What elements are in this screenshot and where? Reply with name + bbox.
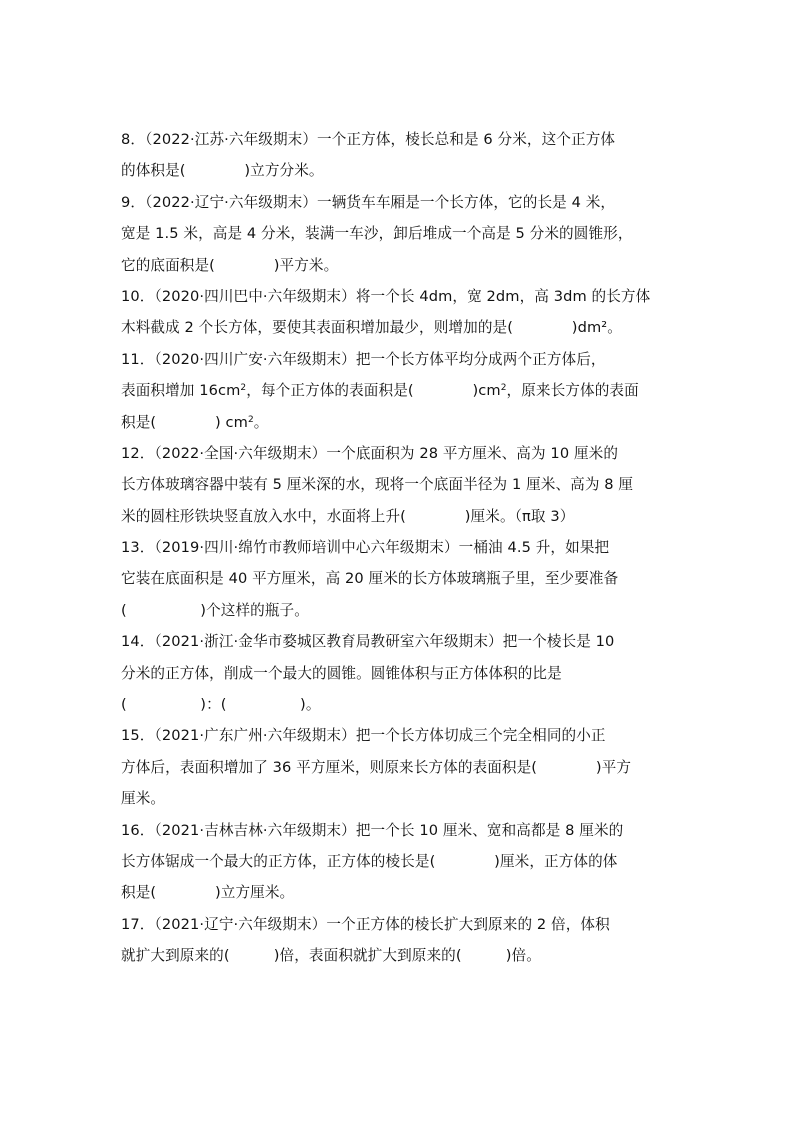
question-17 <box>121 909 677 972</box>
question-text: )厘米。（π取 3） <box>464 507 575 525</box>
question-line <box>121 658 677 689</box>
question-11 <box>121 344 677 438</box>
question-line <box>121 501 677 532</box>
question-line <box>121 155 677 186</box>
question-text: 12．（2022·全国·六年级期末）一个底面积为 28 平方厘米、高为 10 厘米的 <box>121 444 619 462</box>
question-text: )立方分米。 <box>244 162 324 180</box>
question-line <box>121 940 677 971</box>
question-text: 8．（2022·江苏·六年级期末）一个正方体，棱长总和是 6 分米，这个正方体 <box>121 131 616 148</box>
question-line <box>121 250 677 281</box>
question-text: 它的底面积是( <box>121 256 215 274</box>
answer-blank[interactable] <box>513 312 572 343</box>
question-text: )dm²。 <box>571 319 622 337</box>
question-line <box>121 752 677 783</box>
question-line <box>121 438 677 469</box>
question-text: 15．（2021·广东广州·六年级期末）把一个长方体切成三个完全相同的小正 <box>121 727 606 745</box>
question-text: ) cm <box>214 413 248 431</box>
question-text: 17．（2021·辽宁·六年级期末）一个正方体的棱长扩大到原来的 2 倍，体积 <box>121 915 610 933</box>
question-line <box>121 846 677 877</box>
question-line <box>121 595 677 626</box>
question-line <box>121 124 677 155</box>
question-text: 14．（2021·浙江·金华市婺城区教育局教研室六年级期末）把一个棱长是 10 <box>121 633 615 651</box>
question-line <box>121 532 677 563</box>
question-text: ，原来长方体的表面 <box>506 382 639 400</box>
question-line <box>121 909 677 940</box>
answer-blank[interactable] <box>406 501 465 532</box>
answer-blank[interactable] <box>435 846 494 877</box>
question-text: ( <box>121 696 127 714</box>
question-14 <box>121 626 677 720</box>
superscript: 2 <box>500 383 507 394</box>
question-text: )倍，表面积就扩大到原来的( <box>273 947 462 965</box>
question-13 <box>121 532 677 626</box>
question-12 <box>121 438 677 532</box>
question-text: )：( <box>200 696 227 714</box>
answer-blank[interactable] <box>127 595 200 626</box>
question-15 <box>121 720 677 814</box>
question-line <box>121 281 677 312</box>
question-line <box>121 689 677 720</box>
question-line <box>121 563 677 594</box>
question-16 <box>121 815 677 909</box>
question-text: )cm <box>472 382 501 400</box>
question-text: ( <box>121 601 127 619</box>
answer-blank[interactable] <box>537 752 596 783</box>
question-text: 。 <box>253 413 269 431</box>
question-line <box>121 344 677 375</box>
answer-blank[interactable] <box>156 407 215 438</box>
question-line <box>121 312 677 343</box>
question-text: 分米的正方体，削成一个最大的圆锥。圆锥体积与正方体体积的比是 <box>121 664 562 682</box>
answer-blank[interactable] <box>186 155 245 186</box>
question-10 <box>121 281 677 344</box>
question-text: )立方厘米。 <box>214 884 295 902</box>
question-text: 方体后，表面积增加了 36 平方厘米，则原来长方体的表面积是( <box>121 758 538 776</box>
question-line <box>121 218 677 249</box>
question-line <box>121 187 677 218</box>
question-text: 木料截成 2 个长方体，要使其表面积增加最少，则增加的是( <box>121 319 514 337</box>
question-text: )个这样的瓶子。 <box>200 601 309 619</box>
question-text: 长方体锯成一个最大的正方体，正方体的棱长是( <box>121 852 436 870</box>
question-8 <box>121 124 677 187</box>
question-text: )平方米。 <box>273 256 339 274</box>
question-text: )。 <box>300 696 321 714</box>
question-text: 长方体玻璃容器中装有 5 厘米深的水，现将一个底面半径为 1 厘米、高为 8 厘 <box>121 476 634 494</box>
question-line <box>121 375 677 406</box>
answer-blank[interactable] <box>227 689 300 720</box>
question-text: 10．（2020·四川巴中·六年级期末）将一个长 4dm，宽 2dm，高 3dm 的长方体 <box>121 287 651 305</box>
answer-blank[interactable] <box>414 375 473 406</box>
answer-blank[interactable] <box>127 689 200 720</box>
question-text: 表面积增加 16cm <box>121 382 241 400</box>
question-text: 的体积是( <box>121 162 186 180</box>
question-text: 就扩大到原来的( <box>121 947 230 965</box>
question-text: 宽是 1.5 米，高是 4 分米，装满一车沙，卸后堆成一个高是 5 分米的圆锥形， <box>121 225 633 243</box>
answer-blank[interactable] <box>215 250 274 281</box>
question-line <box>121 877 677 908</box>
question-line <box>121 407 677 438</box>
question-list <box>121 124 677 972</box>
question-text: ，每个正方体的表面积是( <box>246 382 414 400</box>
superscript: 2 <box>240 383 247 394</box>
question-line <box>121 626 677 657</box>
answer-blank[interactable] <box>462 940 506 971</box>
question-text: 米的圆柱形铁块竖直放入水中，水面将上升( <box>121 507 406 525</box>
question-text: 积是( <box>121 413 157 431</box>
question-text: )厘米，正方体的体 <box>494 852 618 870</box>
question-text: 11．（2020·四川广安·六年级期末）把一个长方体平均分成两个正方体后， <box>121 350 606 368</box>
question-text: )倍。 <box>505 947 541 965</box>
question-text: 13．（2019·四川·绵竹市教师培训中心六年级期末）一桶油 4.5 升，如果把 <box>121 539 610 557</box>
question-text: )平方 <box>595 758 632 776</box>
question-line <box>121 783 677 814</box>
question-line <box>121 469 677 500</box>
question-text: 16．（2021·吉林吉林·六年级期末）把一个长 10 厘米、宽和高都是 8 厘米的 <box>121 821 624 839</box>
answer-blank[interactable] <box>156 877 215 908</box>
question-9 <box>121 187 677 281</box>
question-line <box>121 720 677 751</box>
question-text: 厘米。 <box>121 790 166 808</box>
question-text: 积是( <box>121 884 157 902</box>
question-text: 它装在底面积是 40 平方厘米，高 20 厘米的长方体玻璃瓶子里，至少要准备 <box>121 570 619 588</box>
question-line <box>121 815 677 846</box>
question-text: 9．（2022·辽宁·六年级期末）一辆货车车厢是一个长方体，它的长是 4 米， <box>121 193 616 211</box>
superscript: 2 <box>247 414 254 425</box>
answer-blank[interactable] <box>230 940 274 971</box>
